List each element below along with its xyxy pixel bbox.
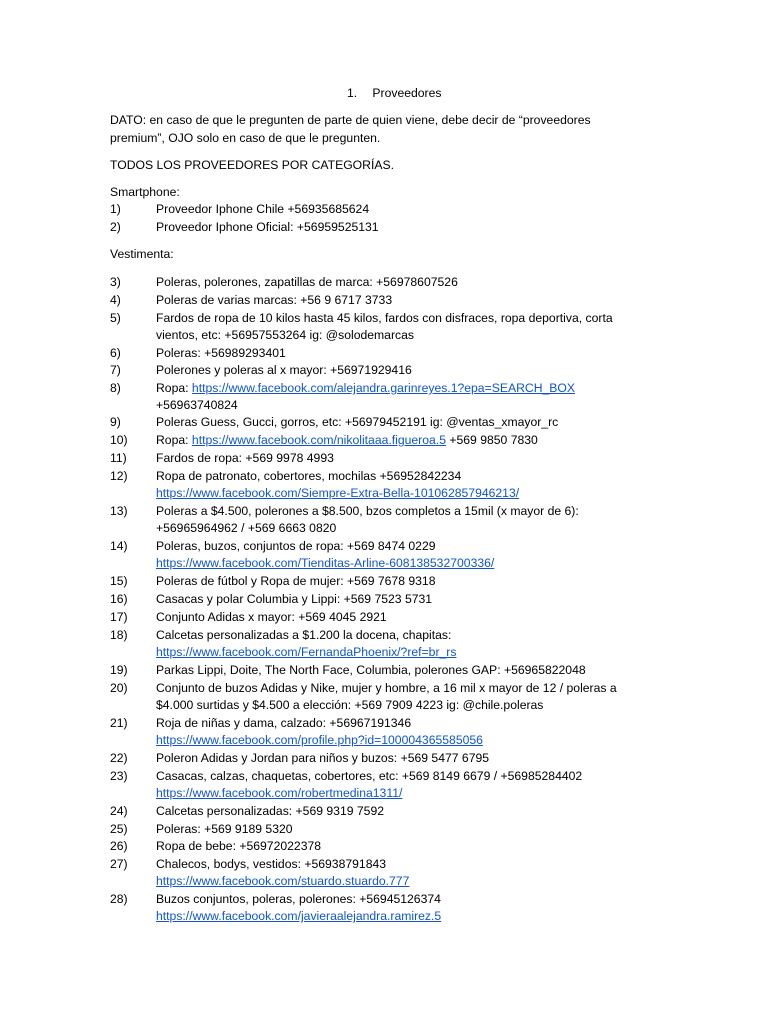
list-item-continuation [156, 555, 494, 572]
list-item: 3) Poleras, polerones, zapatillas de marca: +56978607526 [110, 275, 458, 289]
list-item: 17) Conjunto Adidas x mayor: +569 4045 2921 [110, 610, 387, 624]
section-vestimenta: Vestimenta: [110, 247, 174, 261]
list-item-continuation [156, 732, 483, 749]
list-item: 21) Roja de niñas y dama, calzado: +56967191346 [110, 716, 412, 730]
list-item-continuation: vientos, etc: +56957553264 ig: @solodemarcas [156, 328, 414, 342]
list-item: 6) Poleras: +56989293401 [110, 346, 286, 360]
list-item: 7) Polerones y poleras al x mayor: +56971929416 [110, 363, 412, 377]
list-item-continuation [156, 644, 456, 661]
list-item: 20) Conjunto de buzos Adidas y Nike, mujer y hombre, a 16 mil x mayor de 12 / poleras a [110, 681, 617, 695]
list-item: 11) Fardos de ropa: +569 9978 4993 [110, 451, 334, 465]
heading-number: 1. [347, 86, 358, 100]
note-line-2: premium”, OJO solo en caso de que le pregunten. [110, 131, 381, 145]
list-item: 1) Proveedor Iphone Chile +56935685624 [110, 202, 370, 216]
facebook-link[interactable]: https://www.facebook.com/Siempre-Extra-Bella-101062857946213/ [156, 486, 520, 500]
facebook-link[interactable]: https://www.facebook.com/javieraalejandra.ramirez.5 [156, 909, 442, 923]
list-item: 18) Calcetas personalizadas a $1.200 la docena, chapitas: [110, 628, 452, 642]
facebook-link[interactable]: https://www.facebook.com/stuardo.stuardo.777 [156, 874, 410, 888]
list-item: 26) Ropa de bebe: +56972022378 [110, 839, 322, 853]
list-item-continuation [156, 908, 441, 925]
list-item: 24) Calcetas personalizadas: +569 9319 7592 [110, 804, 385, 818]
facebook-link[interactable]: https://www.facebook.com/profile.php?id=100004365585056 [156, 733, 483, 747]
heading-text: Proveedores [372, 86, 442, 100]
list-item: 9) Poleras Guess, Gucci, gorros, etc: +56979452191 ig: @ventas_xmayor_rc [110, 415, 559, 429]
list-item: 27) Chalecos, bodys, vestidos: +56938791843 [110, 857, 387, 871]
list-item: 12) Ropa de patronato, cobertores, mochilas +56952842234 [110, 469, 462, 483]
section-smartphone: Smartphone: [110, 185, 180, 199]
facebook-link[interactable]: https://www.facebook.com/Tienditas-Arline-608138532700336/ [156, 556, 495, 570]
list-item: 23) Casacas, calzas, chaquetas, cobertores, etc: +569 8149 6679 / +56985284402 [110, 769, 583, 783]
list-item-continuation: $4.000 surtidas y $4.500 a elección: +569 7909 4223 ig: @chile.poleras [156, 698, 544, 712]
list-item: 14) Poleras, buzos, conjuntos de ropa: +569 8474 0229 [110, 539, 436, 553]
list-item: 5) Fardos de ropa de 10 kilos hasta 45 kilos, fardos con disfraces, ropa deportiva, corta [110, 311, 613, 325]
facebook-link[interactable]: https://www.facebook.com/alejandra.garinreyes.1?epa=SEARCH_BOX [191, 381, 576, 395]
list-item: 15) Poleras de fútbol y Ropa de mujer: +569 7678 9318 [110, 574, 436, 588]
list-item: 2) Proveedor Iphone Oficial: +56959525131 [110, 220, 379, 234]
list-item: 28) Buzos conjuntos, poleras, polerones: +56945126374 [110, 892, 441, 906]
facebook-link[interactable]: https://www.facebook.com/robertmedina1311/ [156, 786, 403, 800]
list-item: 4) Poleras de varias marcas: +56 9 6717 3733 [110, 293, 393, 307]
list-item-continuation [156, 873, 409, 890]
list-item-continuation [156, 785, 402, 802]
all-providers-title: TODOS LOS PROVEEDORES POR CATEGORÍAS. [110, 158, 394, 172]
facebook-link[interactable]: https://www.facebook.com/FernandaPhoenix/?ref=br_rs [156, 645, 457, 659]
list-item-continuation: +56963740824 [156, 398, 238, 412]
list-item: 8) Ropa: https://www.facebook.com/alejandra.garinreyes.1?epa=SEARCH_BOX [110, 381, 576, 395]
list-item: 22) Poleron Adidas y Jordan para niños y buzos: +569 5477 6795 [110, 751, 490, 765]
list-item: 13) Poleras a $4.500, polerones a $8.500, bzos completos a 15mil (x mayor de 6): [110, 504, 579, 518]
list-item-continuation: +56965964962 / +569 6663 0820 [156, 521, 337, 535]
list-item: 25) Poleras: +569 9189 5320 [110, 822, 293, 836]
note-line-1: DATO: en caso de que le pregunten de parte de quien viene, debe decir de “proveedores [110, 113, 591, 127]
page-title [347, 85, 442, 102]
list-item-continuation [156, 485, 519, 502]
list-item: 19) Parkas Lippi, Doite, The North Face, Columbia, polerones GAP: +56965822048 [110, 663, 586, 677]
list-item: 10) Ropa: https://www.facebook.com/nikolitaaa.figueroa.5 +569 9850 7830 [110, 433, 538, 447]
list-item: 16) Casacas y polar Columbia y Lippi: +569 7523 5731 [110, 592, 433, 606]
facebook-link[interactable]: https://www.facebook.com/nikolitaaa.figueroa.5 [191, 433, 446, 447]
